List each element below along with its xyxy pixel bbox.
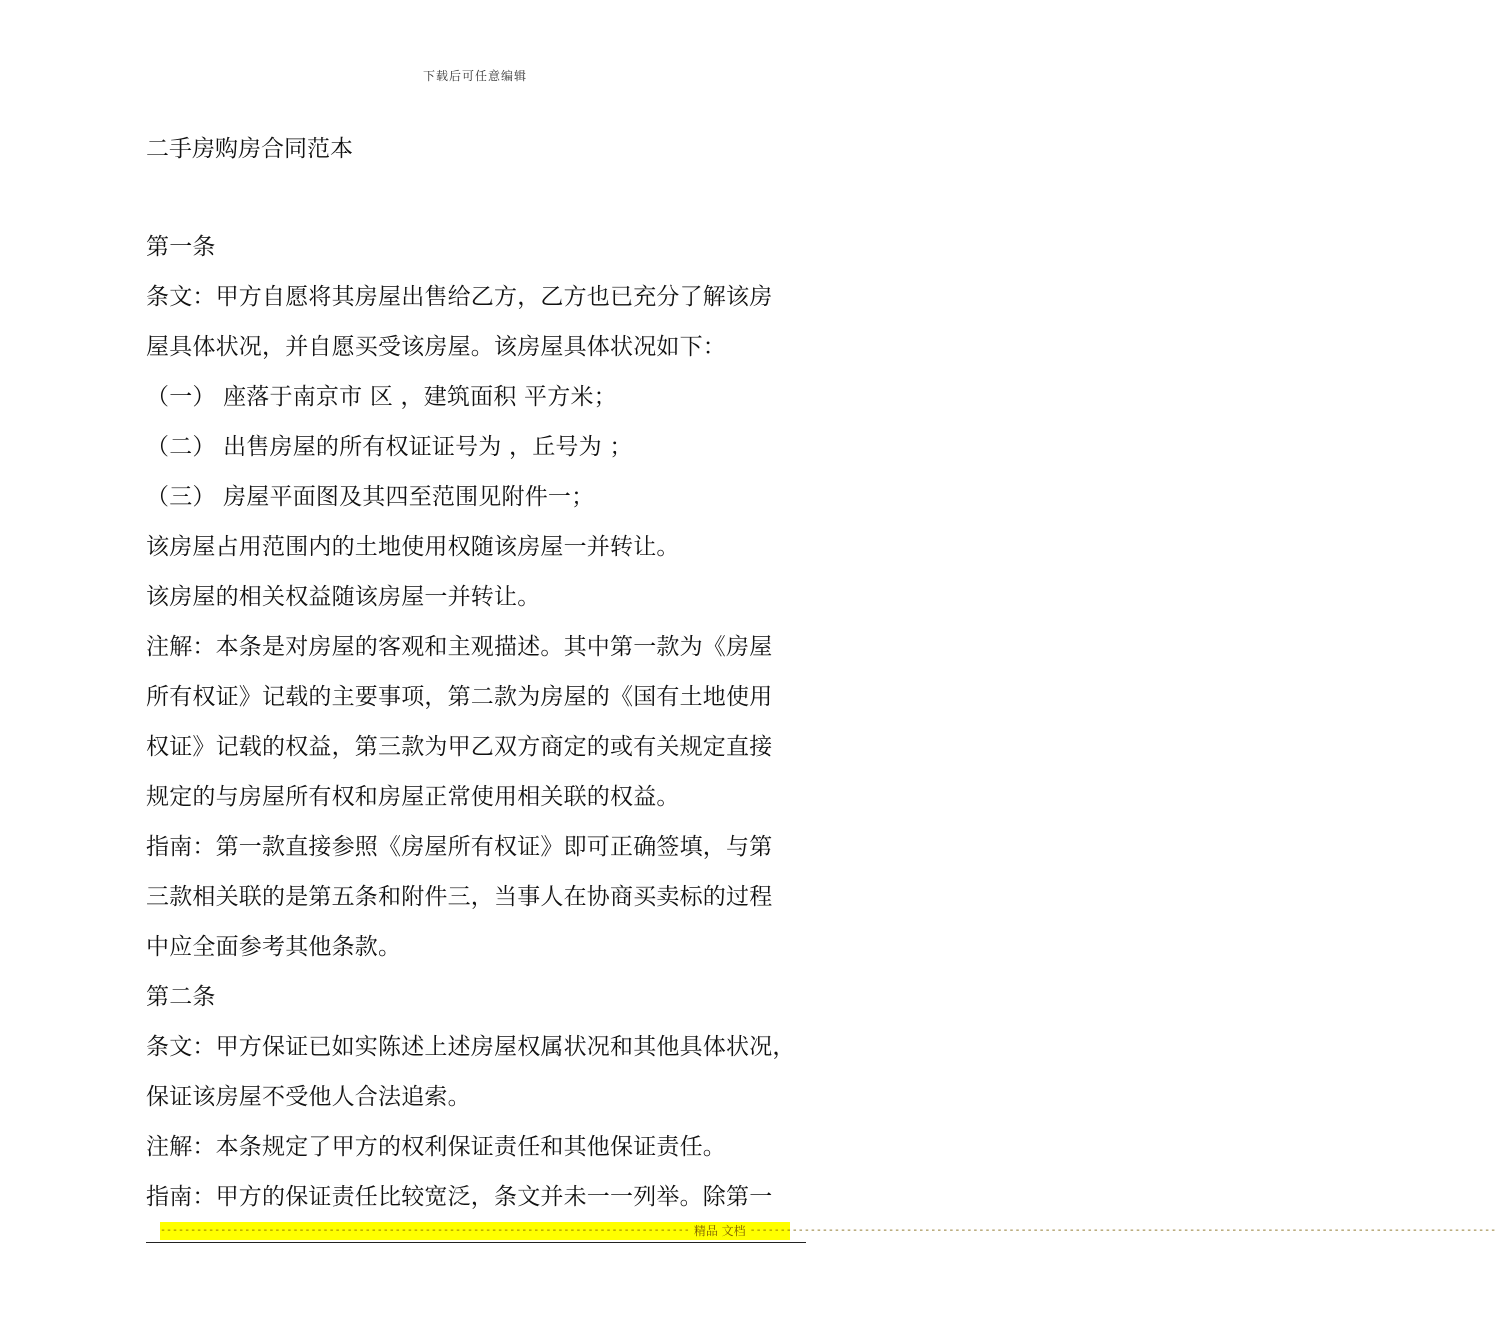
header-note: 下载后可任意编辑: [422, 69, 527, 83]
paragraph-line: 保证该房屋不受他人合法追索。: [146, 1084, 471, 1110]
paragraph-line: 该房屋占用范围内的土地使用权随该房屋一并转让。: [146, 534, 680, 560]
footer-dashes-right: ----------------------------------------------------------------------------------------------------------------------------: [749, 1225, 1496, 1236]
paragraph-line: 条文：甲方保证已如实陈述上述房屋权属状况和其他具体状况，: [146, 1034, 796, 1060]
list-item: （三） 房屋平面图及其四至范围见附件一；: [146, 484, 595, 510]
paragraph-line: 规定的与房屋所有权和房屋正常使用相关联的权益。: [146, 784, 680, 810]
document-title: 二手房购房合同范本: [146, 136, 353, 162]
list-item: （一） 座落于南京市 区 ，建筑面积 平方米；: [146, 384, 617, 410]
article-heading: 第二条: [146, 984, 216, 1010]
paragraph-line: 三款相关联的是第五条和附件三，当事人在协商买卖标的过程: [146, 884, 773, 910]
paragraph-line: 注解：本条规定了甲方的权利保证责任和其他保证责任。: [146, 1134, 726, 1160]
footer-dashes-left: ----------------------------------------------------------------------------------------: [160, 1225, 690, 1236]
paragraph-line: 权证》记载的权益，第三款为甲乙双方商定的或有关规定直接: [146, 734, 773, 760]
paragraph-line: 所有权证》记载的主要事项，第二款为房屋的《国有土地使用: [146, 684, 773, 710]
footer-divider: [146, 1242, 806, 1243]
paragraph-line: 指南：第一款直接参照《房屋所有权证》即可正确签填，与第: [146, 834, 773, 860]
document-body: [146, 230, 814, 1230]
paragraph-line: 屋具体状况，并自愿买受该房屋。该房屋具体状况如下：: [146, 334, 726, 360]
paragraph-line: 条文：甲方自愿将其房屋出售给乙方，乙方也已充分了解该房: [146, 284, 773, 310]
paragraph-line: 中应全面参考其他条款。: [146, 934, 402, 960]
paragraph-line: 该房屋的相关权益随该房屋一并转让。: [146, 584, 541, 610]
footer-banner: [160, 1222, 1496, 1240]
paragraph-line: 注解：本条是对房屋的客观和主观描述。其中第一款为《房屋: [146, 634, 773, 660]
article-heading: 第一条: [146, 234, 216, 260]
paragraph-line: 指南：甲方的保证责任比较宽泛，条文并未一一列举。除第一: [146, 1184, 773, 1210]
footer-label: 精品 文档: [693, 1224, 746, 1238]
list-item: （二） 出售房屋的所有权证证号为 ，丘号为 ；: [146, 434, 633, 460]
